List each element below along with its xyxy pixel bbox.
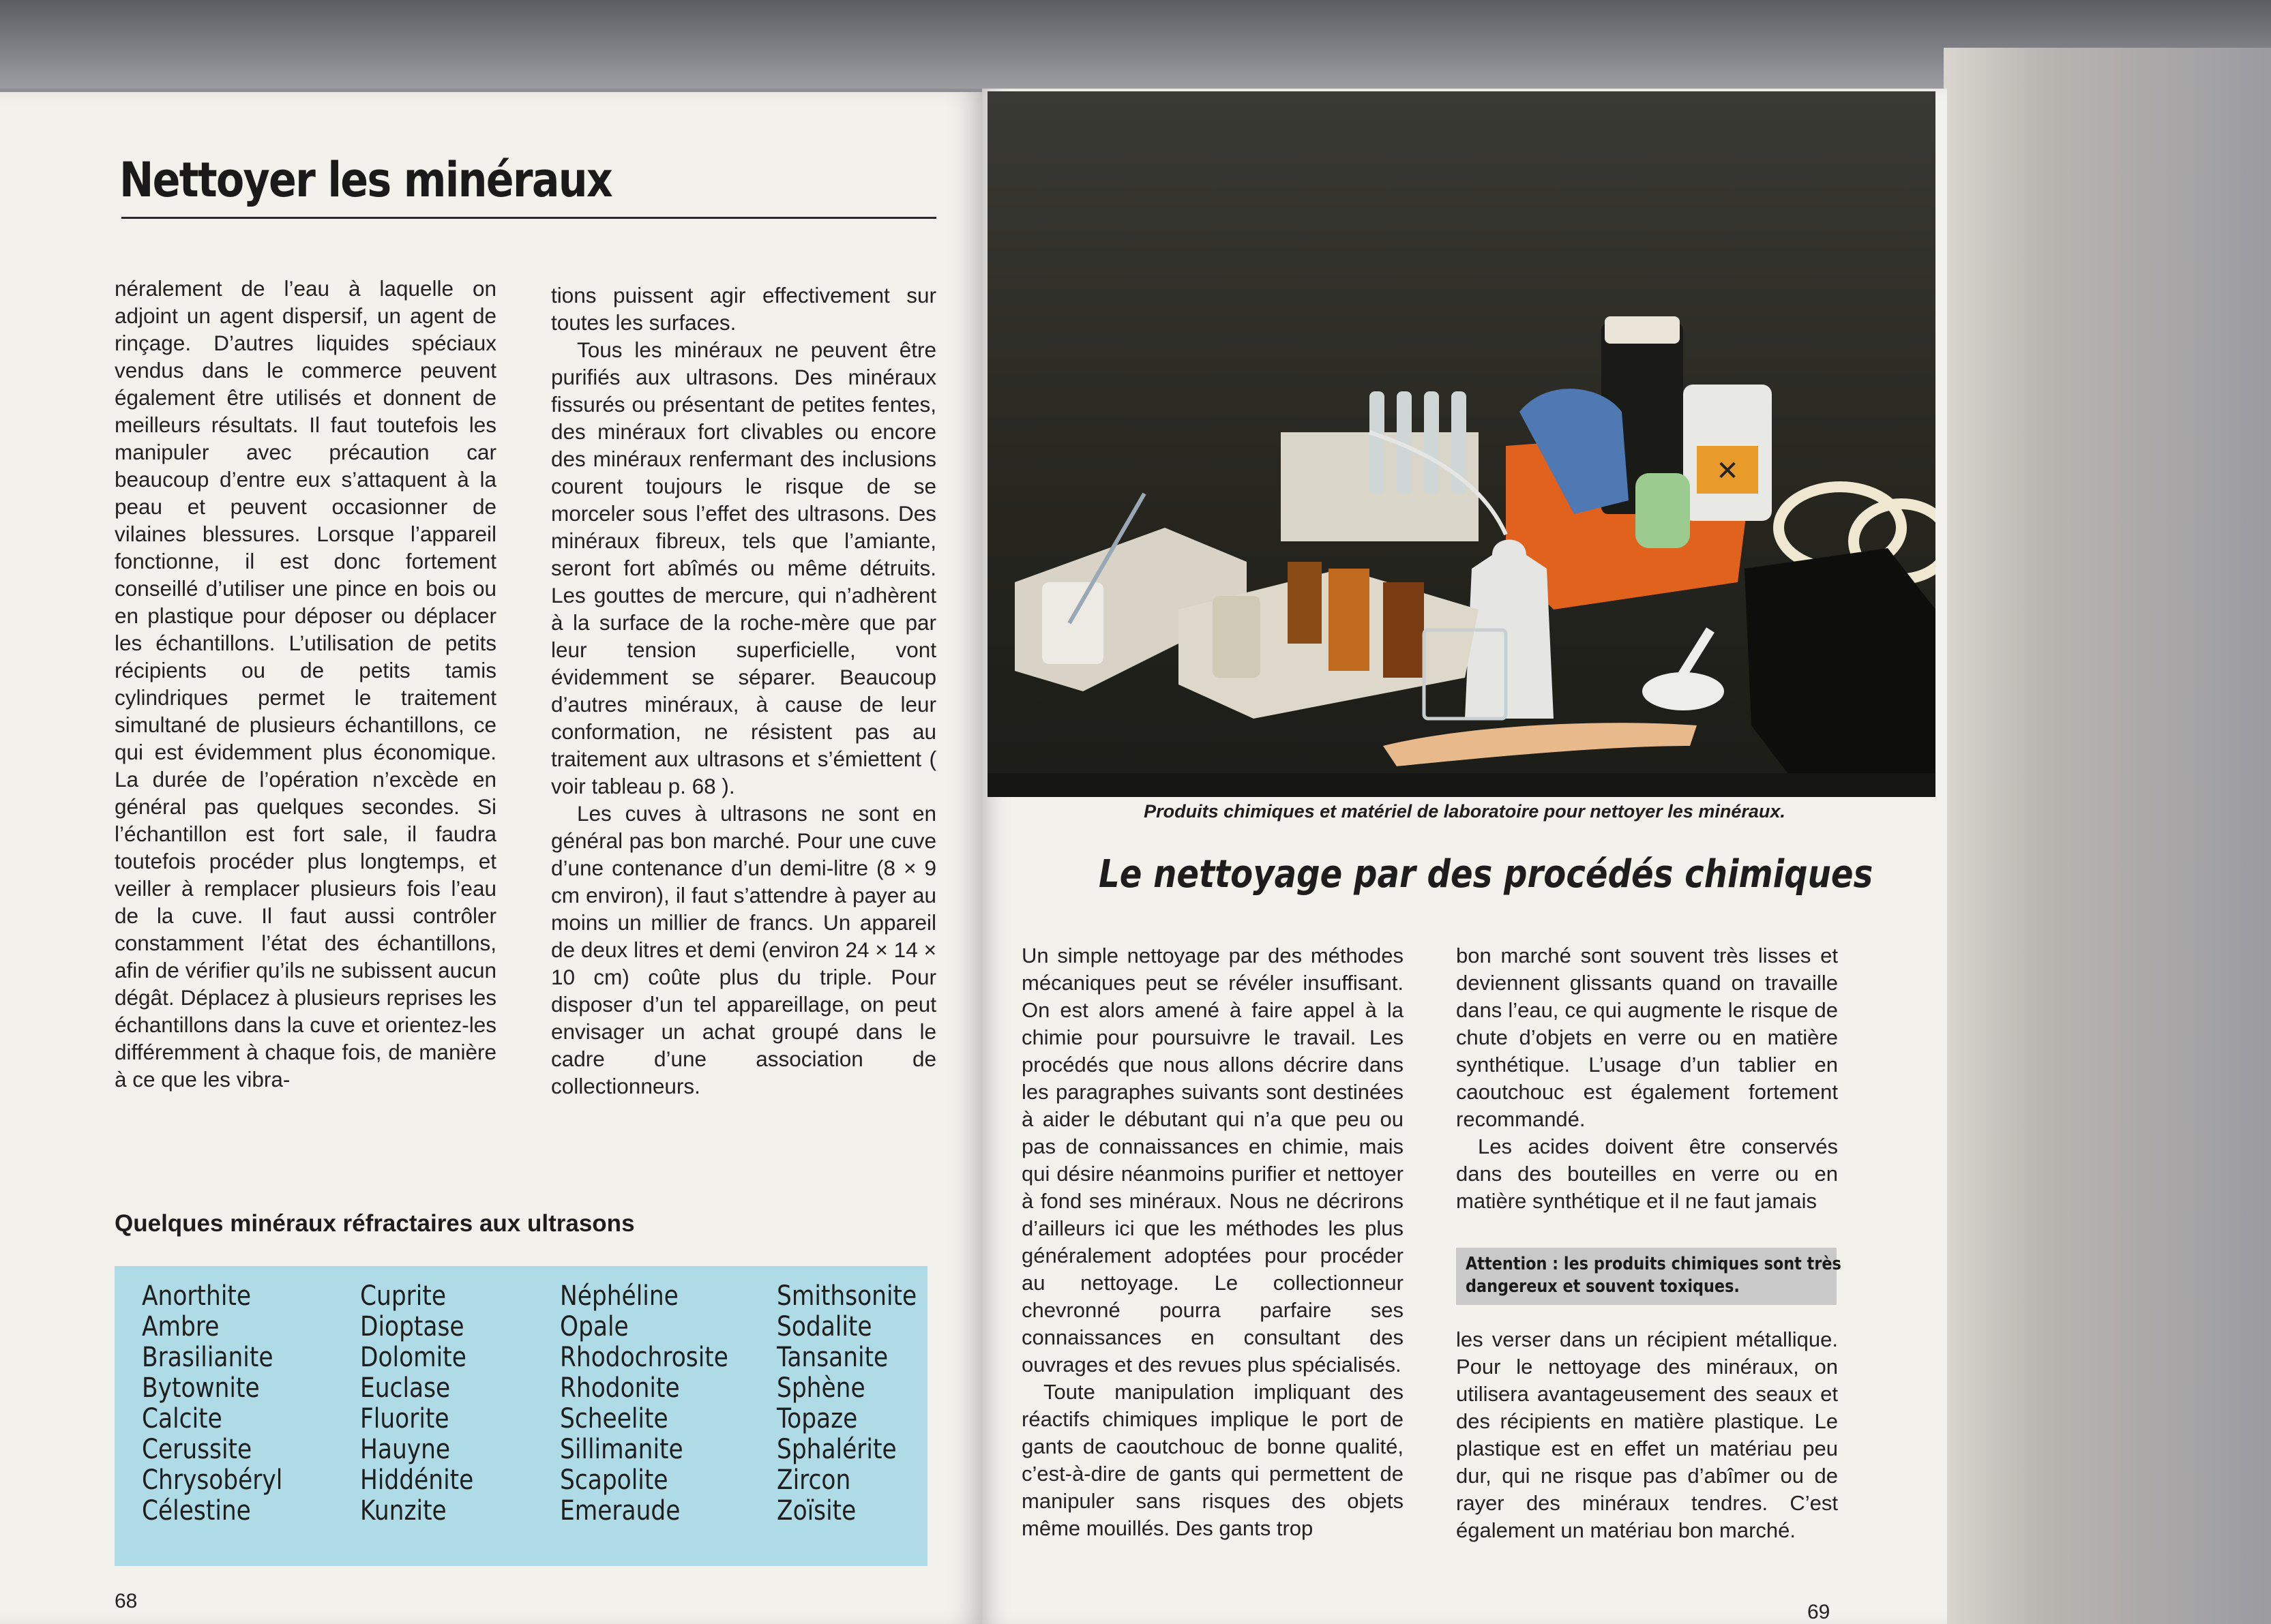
mineral-item: Célestine [142,1495,251,1527]
top-shadow [0,0,2271,89]
mineral-item: Zoïsite [777,1495,857,1527]
title-rule [121,217,936,219]
page-title: Nettoyer les minéraux [119,152,612,208]
mineral-item: Smithsonite [777,1280,917,1312]
right-column-2-top [1456,942,1838,1215]
warning-box [1456,1248,1841,1305]
mineral-item: Cuprite [360,1280,447,1312]
mineral-item: Anorthite [142,1280,252,1312]
minerals-table [115,1266,927,1566]
paragraph: Tous les minéraux ne peuvent être purifiés aux ultrasons. Des minéraux fissurés ou présentant de petites fentes, des minéraux fort clivables ou encore des minéraux renfermant des inclusions courent toujours le risque de se morceler sous l’effet des ultrasons. Des minéraux fibreux, tels que l’amiante, seront fort abîmés ou même détruits. Les gouttes de mercure, qui n’adhèrent à la surface de la roche-mère que par leur tension superficielle, vont évidemment se séparer. Beaucoup d’autres minéraux, à cause de leur conformation, ne résistent pas au traitement aux ultrasons et s’émiettent ( voir tableau p. 68 ). [551,337,936,798]
paragraph: bon marché sont souvent très lisses et deviennent glissants quand on travaille dans l’eau, ce qui augmente le risque de chute d’objets en verre ou en matière synthétique. L’usage d’un tablier en caoutchouc est également fortement recommandé. [1456,944,1838,1131]
mineral-item: Euclase [360,1372,451,1404]
table-title: Quelques minéraux réfractaires aux ultrasons [115,1210,635,1237]
mineral-item: Sodalite [777,1311,872,1342]
mineral-item: Hiddénite [360,1464,474,1496]
mineral-item: Rhodonite [560,1372,680,1404]
mineral-item: Calcite [142,1403,222,1434]
mineral-item: Ambre [142,1311,220,1342]
warning-line: Attention : les produits chimiques sont très [1466,1254,1841,1274]
book-edge [1944,48,2271,1624]
photo-caption: Produits chimiques et matériel de laboratoire pour nettoyer les minéraux. [1144,801,1785,822]
minerals-column [560,1281,746,1566]
mineral-item: Dioptase [360,1311,464,1342]
paragraph: Les cuves à ultrasons ne sont en général pas bon marché. Pour une cuve d’une contenance d’un demi-litre (8 × 9 cm environ), il faut s’attendre à payer au moins un millier de francs. Un appareil de deux litres et demi (environ 24 × 14 × 10 cm) coûte plus du triple. Pour disposer d’un tel appareillage, on peut envisager un achat groupé dans le cadre d’une association de collectionneurs. [551,801,936,1098]
mineral-item: Chrysobéryl [142,1464,283,1496]
mineral-item: Tansanite [777,1342,889,1373]
section-heading: Le nettoyage par des procédés chimiques [1099,852,1873,897]
lab-equipment-photo [988,91,1935,797]
mineral-item: Rhodochrosite [560,1342,728,1373]
mineral-item: Brasilianite [142,1342,273,1373]
right-page [982,89,1947,1624]
paragraph: Un simple nettoyage par des méthodes mécaniques peut se révéler insuffisant. On est alors amené à faire appel à la chimie pour poursuivre le travail. Les procédés que nous allons décrire dans les paragraphes suivants sont destinées à aider le débutant qui n’a que peu ou pas de connaissances en chimie, mais qui désire néanmoins purifier et nettoyer à fond ses minéraux. Nous ne décrirons d’ailleurs ici que les méthodes les plus généralement adoptées pour procéder au nettoyage. Le collectionneur chevronné pourra parfaire ses connaissances en consultant des ouvrages et des revues plus spécialisés. [1022,944,1404,1377]
left-column-2 [551,282,936,1100]
mineral-item: Scheelite [560,1403,668,1434]
mineral-item: Néphéline [560,1280,679,1312]
page-number: 69 [1807,1601,1830,1623]
mineral-item: Cerussite [142,1434,252,1465]
mineral-item: Opale [560,1311,629,1342]
mineral-item: Sphène [777,1372,865,1404]
mineral-item: Zircon [777,1464,851,1496]
left-column-1 [115,275,496,1093]
left-page [0,92,982,1624]
mineral-item: Hauyne [360,1434,451,1465]
page-number: 68 [115,1590,138,1612]
right-column-2-bottom [1456,1326,1838,1544]
mineral-item: Sphalérite [777,1434,897,1465]
mineral-item: Fluorite [360,1403,449,1434]
mineral-item: Sillimanite [560,1434,683,1465]
paragraph: néralement de l’eau à laquelle on adjoint un agent dispersif, un agent de rinçage. D’autres liquides spéciaux vendus dans le commerce peuvent également être utilisés et donnent de meilleurs résultats. Il faut toutefois les manipuler avec précaution car beaucoup d’entre eux s’attaquent à la peau et peuvent occasionner de vilaines blessures. Lorsque l’appareil fonctionne, il est donc fortement conseillé d’utiliser une pince en bois ou en plastique pour déposer ou déplacer les échantillons. L’utilisation de petits récipients ou de petits tamis cylindriques permet le traitement simultané de plusieurs échantillons, ce qui est évidemment plus économique. La durée de l’opération n’excède en général pas quelques secondes. Si l’échantillon est fort sale, il faudra toutefois procéder plus longtemps, et veiller à remplacer plusieurs fois l’eau de la cuve. Il faut aussi contrôler constamment l’état des échantillons, afin de vérifier qu’ils ne subissent aucun dégât. Déplacez à plusieurs reprises les échantillons dans la cuve et orientez-les différemment à chaque fois, de manière à ce que les vibra- [115,276,496,1092]
minerals-column [360,1281,532,1566]
svg-text:✕: ✕ [1716,455,1739,487]
mineral-item: Dolomite [360,1342,466,1373]
paragraph: tions puissent agir effectivement sur toutes les surfaces. [551,283,936,335]
right-column-1 [1022,942,1404,1542]
paragraph: Toute manipulation impliquant des réactifs chimiques implique le port de gants de caoutchouc de bonne qualité, c’est-à-dire de gants qui permettent de manipuler sans risques des objets même mouillés. Des gants trop [1022,1380,1404,1540]
mineral-item: Scapolite [560,1464,668,1496]
mineral-item: Topaze [777,1403,858,1434]
warning-line: dangereux et souvent toxiques. [1466,1276,1740,1297]
paragraph: Les acides doivent être conservés dans des bouteilles en verre ou en matière synthétique et il ne faut jamais [1456,1134,1838,1213]
mineral-item: Kunzite [360,1495,447,1527]
mineral-item: Emeraude [560,1495,681,1527]
minerals-column [142,1281,329,1566]
paragraph: les verser dans un récipient métallique. Pour le nettoyage des minéraux, on utilisera avantageusement des seaux et des récipients en matière plastique. Le plastique est en effet un matériau peu dur, qui ne risque pas d’abîmer ou de rayer des minéraux tendres. C’est également un matériau bon marché. [1456,1327,1838,1542]
minerals-column [777,1280,917,1566]
mineral-item: Bytownite [142,1372,260,1404]
